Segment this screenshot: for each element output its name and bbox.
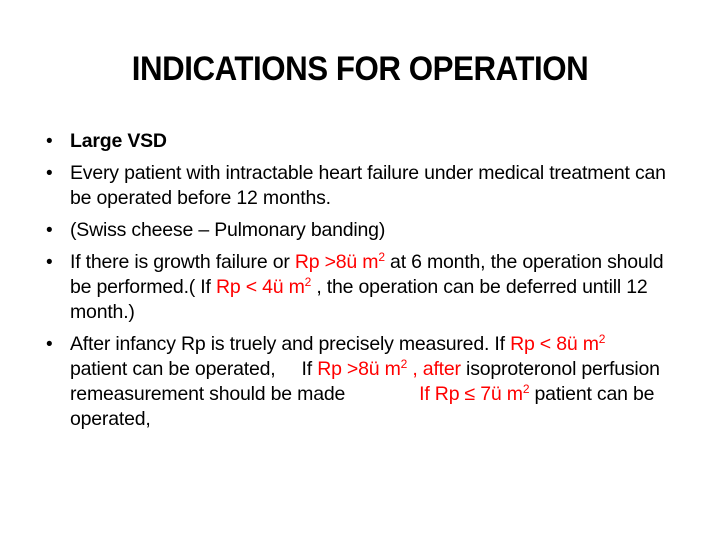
bullet-text: isoproteronol perfusion remeasurement should be made (70, 358, 660, 405)
rp-threshold-high: Rp >8ü m (294, 251, 379, 273)
bullet-growth-failure (44, 250, 684, 325)
after-text: , after (407, 358, 461, 380)
bullet-text: , the operation can be deferred untill 12 month.) (70, 276, 648, 323)
slide-title: INDICATIONS FOR OPERATION (131, 50, 589, 88)
bullet-text: at 6 month, the operation should be performed.( If (70, 251, 664, 298)
superscript: 2 (400, 357, 408, 371)
superscript: 2 (522, 382, 530, 396)
bullet-text: After infancy Rp is truely and precisely measured. If (70, 333, 511, 355)
superscript: 2 (304, 275, 312, 289)
bullet-after-infancy (44, 332, 684, 432)
bullet-text: patient can be operated, (70, 358, 276, 380)
bullet-text: If there is growth failure or (70, 251, 295, 273)
bullet-large-vsd (44, 129, 684, 154)
bullet-dot-icon: • (46, 220, 53, 241)
bullet-dot-icon: • (46, 131, 53, 152)
rp-threshold-8: Rp < 8ü m (510, 333, 599, 355)
rp-threshold-7: If Rp ≤ 7ü m (419, 383, 523, 405)
bullet-swiss-cheese (44, 218, 684, 243)
superscript: 2 (598, 332, 606, 346)
bullet-dot-icon: • (46, 334, 53, 355)
bullet-text: Large VSD (70, 130, 167, 152)
bullet-text: patient can be operated, (70, 383, 655, 430)
bullet-heart-failure (44, 161, 684, 211)
bullet-text: Every patient with intractable heart failure under medical treatment can be operated before 12 months. (70, 162, 666, 209)
superscript: 2 (378, 250, 385, 264)
bullet-text: If (301, 358, 318, 380)
bullet-dot-icon: • (46, 252, 53, 273)
bullet-text: (Swiss cheese – Pulmonary banding) (70, 219, 386, 241)
bullet-list (44, 129, 684, 439)
rp-threshold-above-8: Rp >8ü m (317, 358, 401, 380)
rp-threshold-low: Rp < 4ü m (215, 276, 305, 298)
bullet-dot-icon: • (46, 163, 53, 184)
